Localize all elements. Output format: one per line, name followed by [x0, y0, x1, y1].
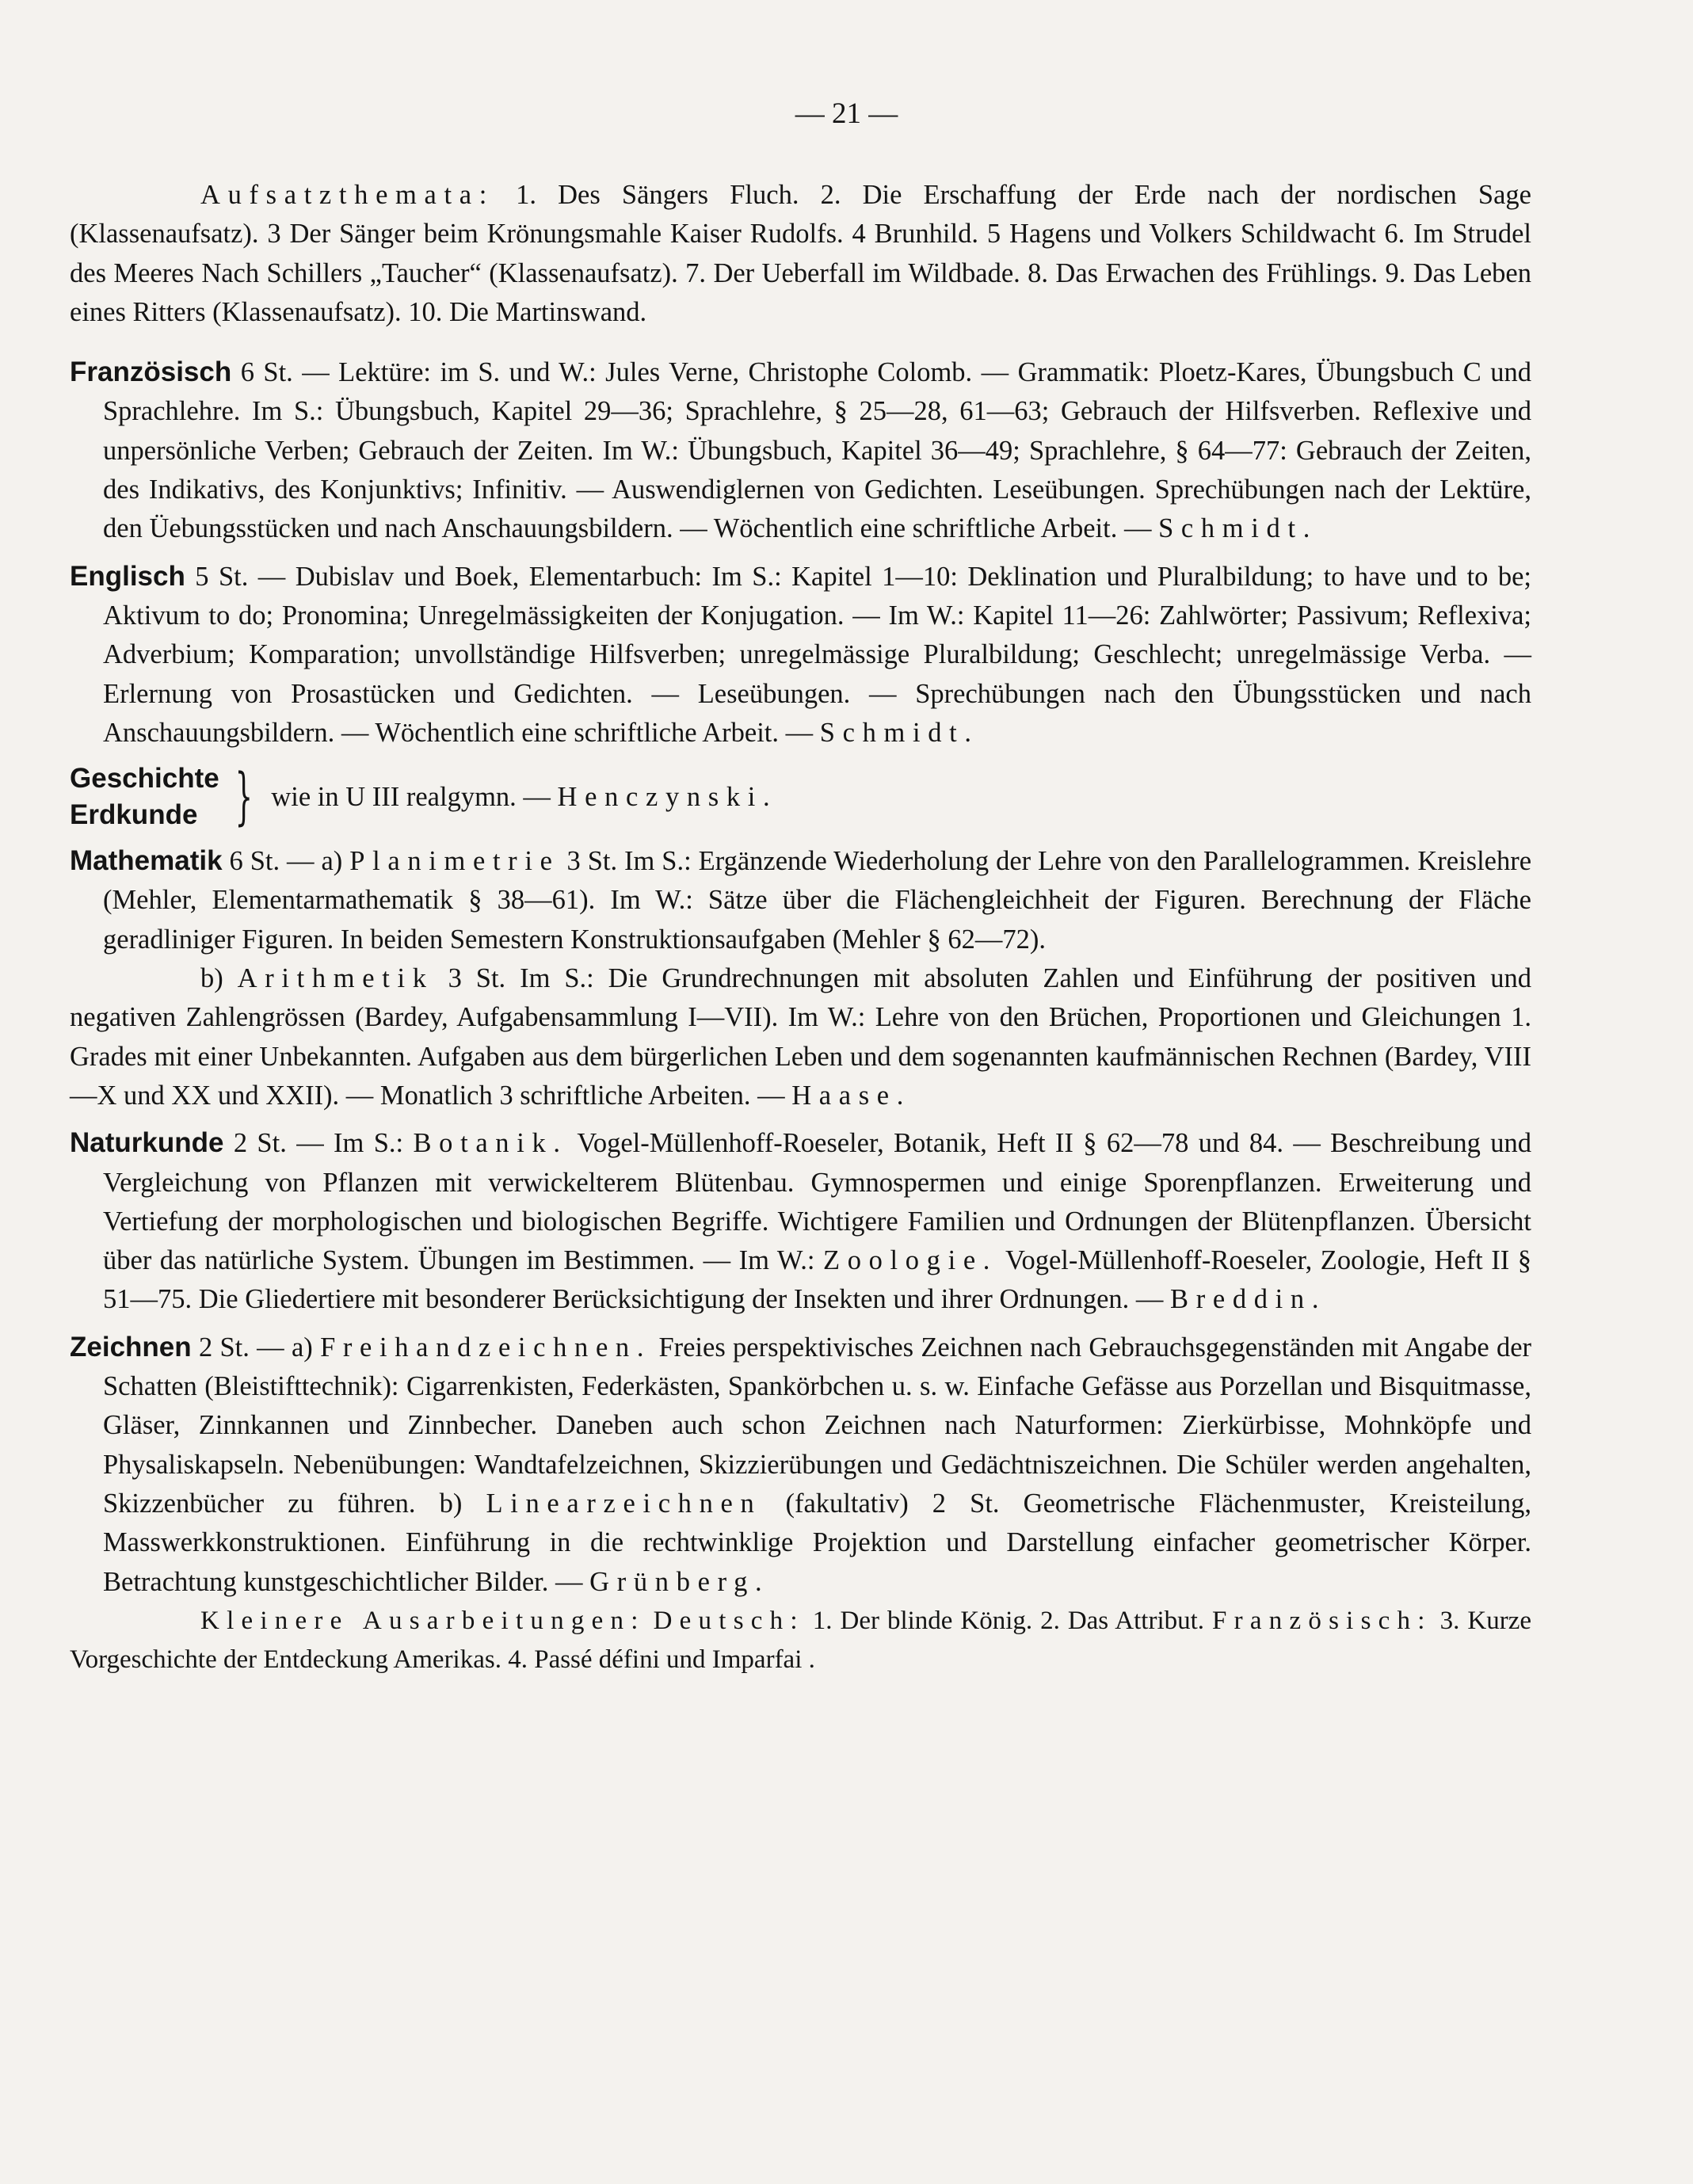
naturkunde-part-s: Botanik.	[413, 1128, 568, 1159]
franzoesisch-paragraph	[70, 353, 1531, 548]
naturkunde-part-w: Zoologie.	[822, 1245, 998, 1276]
englisch-teacher: Schmidt.	[819, 717, 979, 748]
geschichte-erdkunde-labels	[70, 760, 219, 833]
curly-brace-glyph: }	[235, 761, 253, 833]
geschichte-heading: Geschichte	[70, 763, 219, 795]
englisch-heading: Englisch	[70, 560, 185, 592]
page-number: — 21 —	[795, 97, 898, 130]
franzoesisch-text: 6 St. — Lektüre: im S. und W.: Jules Verne, Christophe Colomb. — Grammatik: Ploetz-Kares, Übungsbuch C und Sprachlehre. Im S.: Übungsbuch, Kapitel 29—36; Sprachlehre, § 25—28, 61—63; Gebrauch der Hilfsverben. Reflexive und unpersönliche Verben; Gebrauch der Zeiten. Im W.: Übungsbuch, Kapitel 36—49; Sprachlehre, § 64—77: Gebrauch der Zeiten, des Indikativs, des Konjunktivs; Infinitiv. — Auswendiglernen von Gedichten. Leseübungen. Sprechübungen nach der Lektüre, den Üebungsstücken und nach Anschauungsbildern. — Wöchentlich eine schriftliche Arbeit. —	[103, 357, 1531, 544]
geschichte-erdkunde-block	[70, 760, 1531, 833]
englisch-text: 5 St. — Dubislav und Boek, Elementarbuch: Im S.: Kapitel 1—10: Deklination und Pluralbildung; to have und to be; Aktivum to do; Pronomina; Unregelmässigkeiten der Konjugation. — Im W.: Kapitel 11—26: Zahlwörter; Passivum; Reflexiva; Adverbium; Komparation; unvollständige Hilfsverben; unregelmässige Pluralbildung; Geschlecht; unregelmässige Verba. — Erlernung von Prosastücken und Gedichten. — Leseübungen. — Sprechübungen nach den Übungsstücken und nach Anschauungsbildern. — Wöchentlich eine schriftliche Arbeit. —	[103, 561, 1531, 748]
kleinere-deutsch-label: Deutsch:	[653, 1606, 805, 1635]
zeichnen-teacher: Grünberg.	[589, 1566, 770, 1597]
mathematik-part-a: Planimetrie	[349, 846, 560, 877]
kleinere-franz-text: 3. Kurze Vorgeschichte der Entdeckung Amerikas. 4. Passé défini und Imparfai .	[70, 1606, 1532, 1675]
zeichnen-a-text: Freies perspektivisches Zeichnen nach Gebrauchsgegenständen mit Angabe der Schatten (Bleistifttechnik): Cigarrenkisten, Federkästen, Spankörbchen u. s. w. Einfache Gefässe aus Porzellan und Bisquitmasse, Gläser, Zinnkannen und Zinnbecher. Daneben auch schon Zeichnen nach Naturformen: Zierkürbisse, Mohnköpfe und Physaliskapseln. Nebenübungen: Wandtafelzeichnen, Skizzierübungen und Gedächtniszeichnen. Die Schüler werden angehalten, Skizzenbücher zu führen. b)	[103, 1332, 1532, 1519]
kleinere-paragraph	[70, 1602, 1531, 1680]
mathematik-teacher: Haase.	[791, 1080, 912, 1111]
englisch-paragraph	[70, 557, 1531, 753]
naturkunde-heading: Naturkunde	[70, 1127, 224, 1159]
naturkunde-prefix: 2 St. — Im S.:	[233, 1128, 404, 1159]
geschichte-erdkunde-text	[271, 778, 777, 817]
franzoesisch-heading: Französisch	[70, 356, 232, 388]
mathematik-heading: Mathematik	[70, 845, 223, 877]
erdkunde-heading: Erdkunde	[70, 799, 198, 831]
zeichnen-a-prefix: 2 St. — a)	[198, 1332, 313, 1363]
mathematik-b-text: 3 St. Im S.: Die Grundrechnungen mit absoluten Zahlen und Einführung der positiven und negativen Zahlengrössen (Bardey, Aufgabensammlung I—VII). Im W.: Lehre von den Brüchen, Proportionen und Gleichungen 1. Grades mit einer Unbekannten. Aufgaben aus dem bürgerlichen Leben und dem sogenannten kaufmännischen Rechnen (Bardey, VIII—X und XX und XXII). — Monatlich 3 schriftliche Arbeiten. —	[70, 963, 1531, 1111]
mathematik-a-prefix: 6 St. — a)	[229, 846, 343, 877]
aufsatz-paragraph	[70, 176, 1531, 332]
naturkunde-teacher: Breddin.	[1170, 1284, 1327, 1315]
mathematik-a-text: 3 St. Im S.: Ergänzende Wiederholung der Lehre von den Parallelogrammen. Kreislehre (Mehler, Elementarmathematik § 38—61). Im W.: Sätze über die Flächengleichheit der Figuren. Berechnung der Fläche geradliniger Figuren. In beiden Semestern Konstruktionsaufgaben (Mehler § 62—72).	[103, 846, 1532, 955]
aufsatz-label: Aufsatzthemata:	[200, 180, 494, 210]
naturkunde-paragraph	[70, 1123, 1531, 1319]
franzoesisch-teacher: Schmidt.	[1158, 513, 1317, 544]
geschichte-erdkunde-teacher: Henczynski.	[557, 781, 778, 812]
mathematik-b-prefix: b)	[200, 963, 223, 994]
zeichnen-paragraph	[70, 1328, 1531, 1602]
naturkunde-s-text: Vogel-Müllenhoff-Roeseler, Botanik, Heft II § 62—78 und 84. — Beschreibung und Vergleichung von Pflanzen mit verwickelterem Blütenbau. Gymnospermen und einige Sporenpflanzen. Erweiterung und Vertiefung der morphologischen und biologischen Begriffe. Wichtigere Familien und Ordnungen der Blütenpflanzen. Übersicht über das natürliche System. Übungen im Bestimmen. — Im W.:	[103, 1128, 1531, 1276]
zeichnen-b-text: (fakultativ) 2 St. Geometrische Flächenmuster, Kreisteilung, Masswerkkonstruktionen. Einführung in die rechtwinklige Projektion und Darstellung einfacher geometrischer Körper. Betrachtung kunstgeschichtlicher Bilder. —	[103, 1488, 1532, 1597]
geschichte-erdkunde-desc: wie in U III realgymn. —	[271, 781, 551, 812]
kleinere-franz-label: Französisch:	[1212, 1606, 1432, 1635]
kleinere-deutsch-text: 1. Der blinde König. 2. Das Attribut.	[812, 1606, 1205, 1635]
page-content	[70, 176, 1531, 1679]
zeichnen-heading: Zeichnen	[70, 1331, 192, 1363]
naturkunde-w-text: Vogel-Müllenhoff-Roeseler, Zoologie, Heft II § 51—75. Die Gliedertiere mit besonderer Berücksichtigung der Insekten und ihrer Ordnungen. —	[103, 1245, 1532, 1315]
aufsatz-text: 1. Des Sängers Fluch. 2. Die Erschaffung der Erde nach der nordischen Sage (Klassenaufsatz). 3 Der Sänger beim Krönungsmahle Kaiser Rudolfs. 4 Brunhild. 5 Hagens und Volkers Schildwacht 6. Im Strudel des Meeres Nach Schillers „Taucher“ (Klassenaufsatz). 7. Der Ueberfall im Wildbade. 8. Das Erwachen des Frühlings. 9. Das Leben eines Ritters (Klassenaufsatz). 10. Die Martinswand.	[70, 180, 1531, 327]
mathematik-b-paragraph	[70, 959, 1531, 1115]
mathematik-paragraph	[70, 841, 1531, 959]
zeichnen-part-a: Freihandzeichnen.	[320, 1332, 652, 1363]
mathematik-part-b: Arithmetik	[237, 963, 434, 994]
kleinere-label: Kleinere Ausarbeitungen:	[200, 1606, 646, 1635]
zeichnen-part-b: Linearzeichnen	[486, 1488, 762, 1519]
